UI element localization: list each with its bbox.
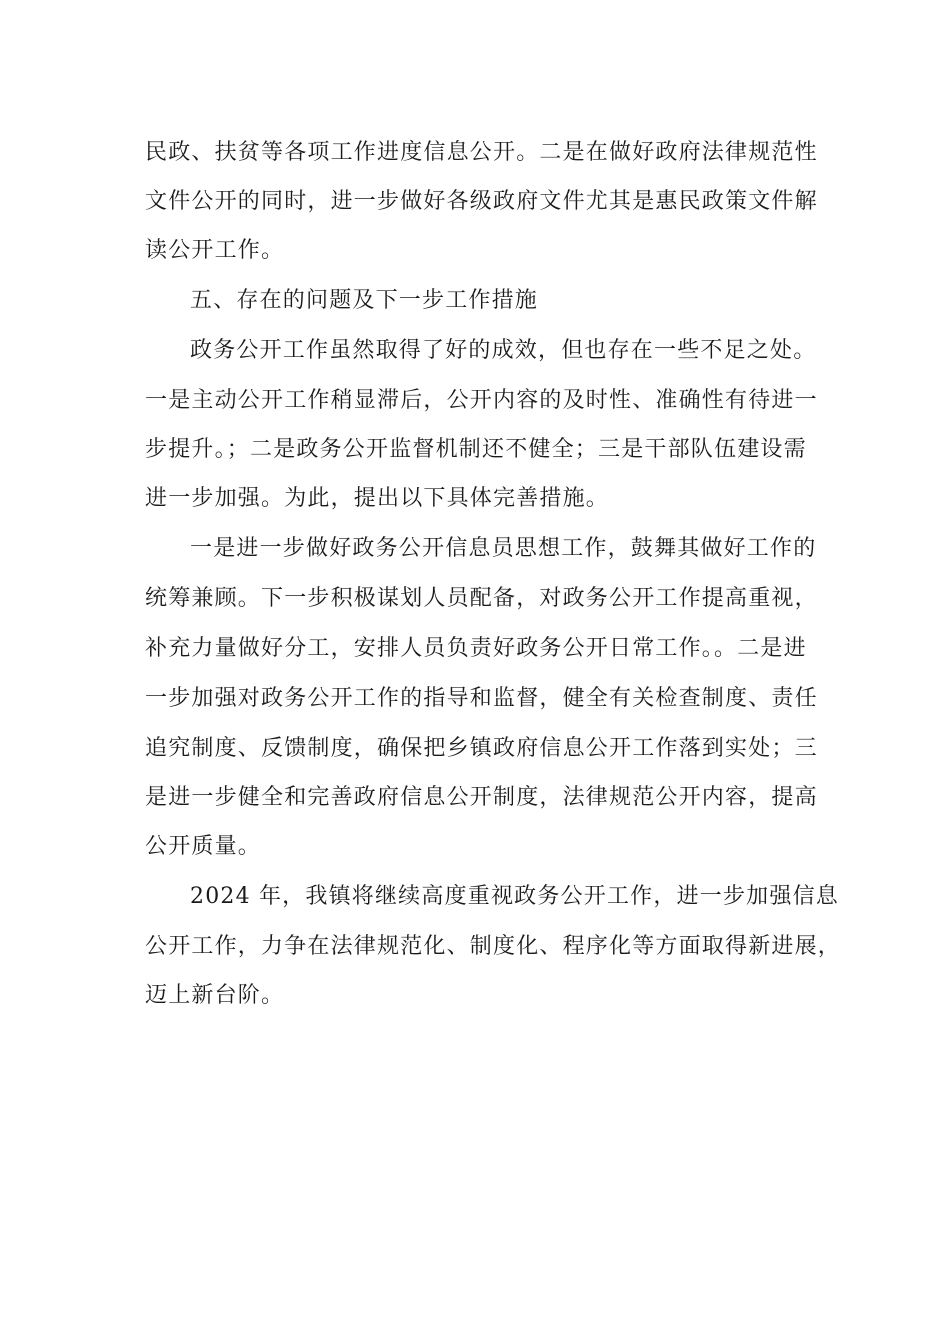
text-line: 是进一步健全和完善政府信息公开制度，法律规范公开内容，提高: [145, 785, 818, 810]
text-line: 追究制度、反馈制度，确保把乡镇政府信息公开工作落到实处；三: [145, 736, 818, 761]
text-line: 统筹兼顾。下一步积极谋划人员配备，对政务公开工作提高重视，: [145, 586, 818, 611]
text-line: 政务公开工作虽然取得了好的成效，但也存在一些不足之处。: [190, 338, 817, 363]
text-line: 补充力量做好分工，安排人员负责好政务公开日常工作。。二是进: [145, 636, 807, 661]
text-line: 一步加强对政务公开工作的指导和监督，健全有关检查制度、责任: [145, 686, 818, 711]
text-line: 文件公开的同时，进一步做好各级政府文件尤其是惠民政策文件解: [145, 189, 818, 214]
text-line: 步提升。；二是政务公开监督机制还不健全；三是干部队伍建设需: [145, 437, 807, 462]
text-line: 公开工作，力争在法律规范化、制度化、程序化等方面取得新进展，: [145, 934, 842, 959]
text-line: 民政、扶贫等各项工作进度信息公开。二是在做好政府法律规范性: [145, 140, 818, 165]
text-line: 一是主动公开工作稍显滞后，公开内容的及时性、准确性有待进一: [145, 388, 818, 413]
text-line: 一是进一步做好政务公开信息员思想工作，鼓舞其做好工作的: [190, 536, 817, 561]
text-line: 公开质量。: [145, 834, 262, 859]
text-line: 迈上新台阶。: [145, 983, 285, 1008]
text-line: 读公开工作。: [145, 238, 285, 263]
text-line: 进一步加强。为此，提出以下具体完善措施。: [145, 486, 610, 511]
section-heading: 五、存在的问题及下一步工作措施: [190, 288, 539, 313]
text-line: 2024 年，我镇将继续高度重视政务公开工作，进一步加强信息: [190, 884, 839, 909]
